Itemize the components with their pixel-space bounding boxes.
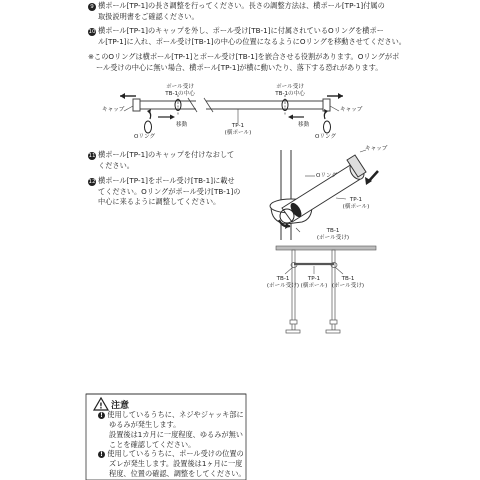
label-line: (横ポール) [224, 130, 252, 136]
caution-line: 設置後は1カ月に一度程度、ゆるみが無い [109, 430, 243, 439]
svg-text:!: ! [99, 401, 103, 411]
caution-line: 使用しているうちに、ネジやジャッキ部に [107, 410, 244, 419]
label-move-right: 移動 [298, 122, 310, 128]
caution-line: 使用しているうちに、ポール受けの位置の [107, 449, 244, 458]
step-number: 10 [88, 29, 96, 35]
step-text-line: ください。 [98, 160, 134, 170]
label-cap-left: キャップ [102, 107, 125, 113]
label-line: TB-1 [276, 276, 290, 282]
caution-line: 程度、位置の確認、調整をしてください。 [109, 469, 246, 478]
label-oring-right: Oリング [315, 134, 337, 140]
caution-title: 注意 [111, 401, 130, 411]
caution-item [98, 449, 246, 479]
step-text-line: 取扱説明書をご確認ください。 [98, 11, 199, 21]
label-line: TP-1 [231, 123, 245, 129]
step-text-line: ル[TP-1]に入れ、ポール受け[TB-1]の中心の位置になるようにOリングを移動させてください。 [98, 36, 406, 46]
label-line: (横ポール) [342, 204, 370, 210]
label-line: TB-1 [341, 276, 355, 282]
label-move-left: 移動 [176, 122, 188, 128]
label-line: (横ポール) [300, 283, 328, 289]
note-line: ール受けの中心に無い場合、横ポール[TP-1]が横に動いたり、落下する恐れがあります。 [96, 62, 383, 72]
caution-item [98, 410, 244, 450]
step-text-line: 横ポール[TP-1]をポール受け[TB-1]に載せ [98, 176, 235, 185]
label-oring-left: Oリング [134, 134, 156, 140]
step-text-line: 横ポール[TP-1]のキャップを付けなおして [98, 150, 235, 159]
label-line: ポール受け [166, 84, 194, 90]
label-line: TP-1 [349, 197, 363, 203]
step-number: 11 [88, 153, 96, 159]
label-line: TP-1 [307, 276, 321, 282]
step-text-line: 横ポール[TP-1]のキャップを外し、ポール受け[TB-1]に付属されているOリングを横ポー [98, 26, 384, 35]
step-number: 12 [88, 179, 96, 185]
caution-line: ゆるみが発生します。 [109, 420, 181, 429]
label-line: (ポール受け) [316, 235, 350, 241]
step-text-line: てください。Oリングがポール受け[TB-1]の [98, 186, 241, 196]
label-line: (ポール受け) [331, 283, 365, 289]
caution-line: ズレが発生します。設置後は1ヶ月に一度 [109, 459, 243, 468]
step-text-line: 中心に来るように調整してください。 [98, 197, 221, 206]
label-line: TB-1 [326, 228, 340, 234]
exclamation-icon: ! [98, 451, 105, 458]
label-cap: キャップ [365, 146, 388, 152]
step-number: 9 [88, 3, 96, 11]
label-line: (ポール受け) [266, 283, 300, 289]
label-line: ポール受け [276, 84, 304, 90]
label-oring: Oリング [316, 173, 338, 179]
note-line: ※このOリングは横ポール[TP-1]とポール受け[TB-1]を嵌合させる役割があります。Oリングがポ [88, 52, 400, 61]
label-line: TB-1の中心 [275, 91, 305, 97]
caution-line: ことを確認してください。 [109, 440, 196, 449]
step-text-line: 横ポール[TP-1]の長さ調整を行ってください。長さの調整方法は、横ポール[TP-1]付属の [98, 1, 385, 10]
label-line: TB-1の中心 [165, 91, 195, 97]
label-cap-right: キャップ [340, 107, 363, 113]
exclamation-icon: ! [98, 412, 105, 419]
